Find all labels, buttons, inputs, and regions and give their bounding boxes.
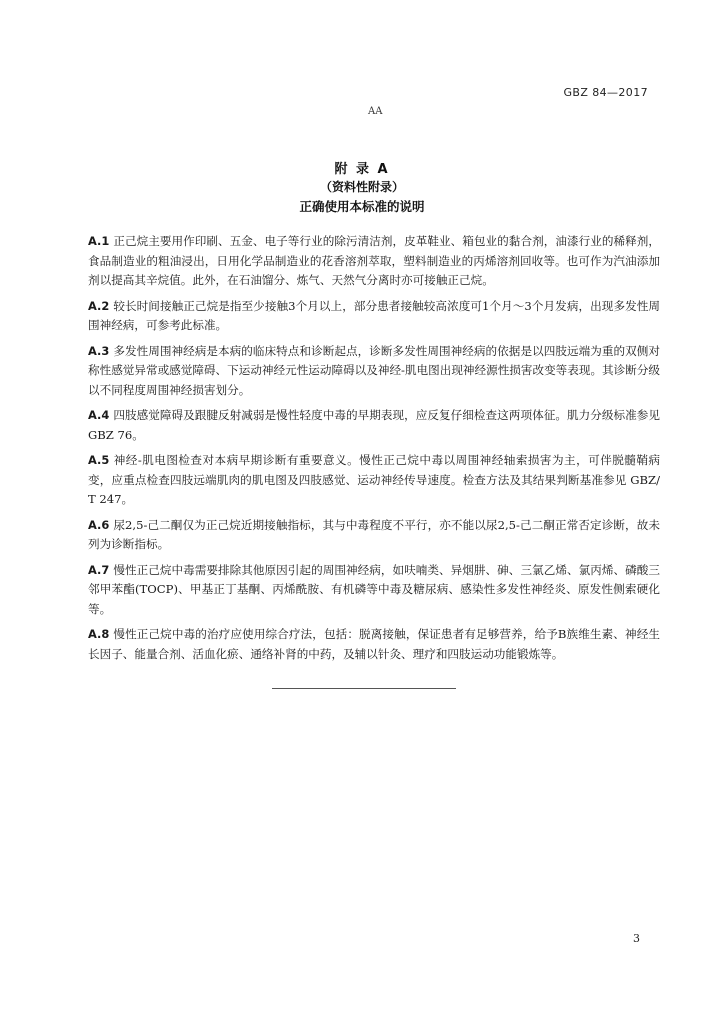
paragraph-a7	[88, 561, 660, 620]
paragraph-text: 较长时间接触正己烷是指至少接触3个月以上，部分患者接触较高浓度可1个月～3个月发病，出现多发性周围神经病，可参考此标准。	[88, 298, 660, 332]
paragraph-a8	[88, 625, 660, 664]
annex-body	[88, 232, 660, 670]
paragraph-id: A.7	[88, 562, 110, 577]
paragraph-id: A.4	[88, 408, 110, 422]
paragraph-id: A.3	[88, 343, 110, 358]
header-mark: AA	[368, 106, 383, 117]
paragraph-a6	[88, 516, 660, 555]
paragraph-text: 尿2,5-己二酮仅为正己烷近期接触指标，其与中毒程度不平行，亦不能以尿2,5-己二酮正常否定诊断，故未列为诊断指标。	[88, 517, 660, 551]
paragraph-a5	[88, 451, 660, 510]
paragraph-text: 慢性正己烷中毒的治疗应使用综合疗法，包括：脱离接触，保证患者有足够营养，给予B族维生素、神经生长因子、能量合剂、活血化瘀、通络补肾的中药，及辅以针灸、理疗和四肢运动功能锻炼等。	[88, 627, 660, 661]
annex-nature: （资料性附录）	[319, 180, 404, 194]
paragraph-id: A.1	[88, 234, 110, 248]
end-of-annex-rule	[272, 688, 456, 689]
paragraph-text: 正己烷主要用作印刷、五金、电子等行业的除污清洁剂，皮革鞋业、箱包业的黏合剂，油漆行业的稀释剂，食品制造业的粗油浸出，日用化学品制造业的花香溶剂萃取，塑料制造业的丙烯溶剂回收等。也可作为汽油添加剂以提高其辛烷值。此外，在石油馏分、炼气、天然气分离时亦可接触正己烷。	[88, 234, 660, 287]
paragraph-text: 四肢感觉障碍及跟腱反射减弱是慢性轻度中毒的早期表现，应反复仔细检查这两项体征。肌力分级标准参见GBZ 76。	[88, 408, 660, 442]
paragraph-a2	[88, 297, 660, 336]
page-number: 3	[633, 932, 640, 945]
paragraph-a4	[88, 406, 660, 445]
paragraph-a1	[88, 232, 660, 291]
standard-code: GBZ 84—2017	[563, 86, 648, 99]
annex-title: 正确使用本标准的说明	[299, 199, 425, 214]
paragraph-a3	[88, 342, 660, 401]
paragraph-text: 多发性周围神经病是本病的临床特点和诊断起点，诊断多发性周围神经病的依据是以四肢远端为重的双侧对称性感觉异常或感觉障碍、下运动神经元性运动障碍以及神经-肌电图出现神经源性损害改变等表现。其诊断分级以不同程度周围神经损害划分。	[88, 343, 661, 397]
paragraph-text: 慢性正己烷中毒需要排除其他原因引起的周围神经病，如呋喃类、异烟肼、砷、三氯乙烯、氯丙烯、磷酸三邻甲苯酯(TOCP)、甲基正丁基酮、丙烯酰胺、有机磷等中毒及糖尿病、感染性多发性神经炎、原发性侧索硬化等。	[88, 562, 660, 616]
annex-label: 附 录 A	[334, 162, 390, 177]
paragraph-id: A.2	[88, 298, 110, 313]
paragraph-text: 神经-肌电图检查对本病早期诊断有重要意义。慢性正己烷中毒以周围神经轴索损害为主，可伴脱髓鞘病变，应重点检查四肢远端肌肉的肌电图及四肢感觉、运动神经传导速度。检查方法及其结果判断基准参见 GBZ/T 247。	[88, 453, 660, 506]
paragraph-id: A.8	[88, 627, 110, 641]
paragraph-id: A.6	[88, 517, 110, 532]
paragraph-id: A.5	[88, 453, 110, 467]
